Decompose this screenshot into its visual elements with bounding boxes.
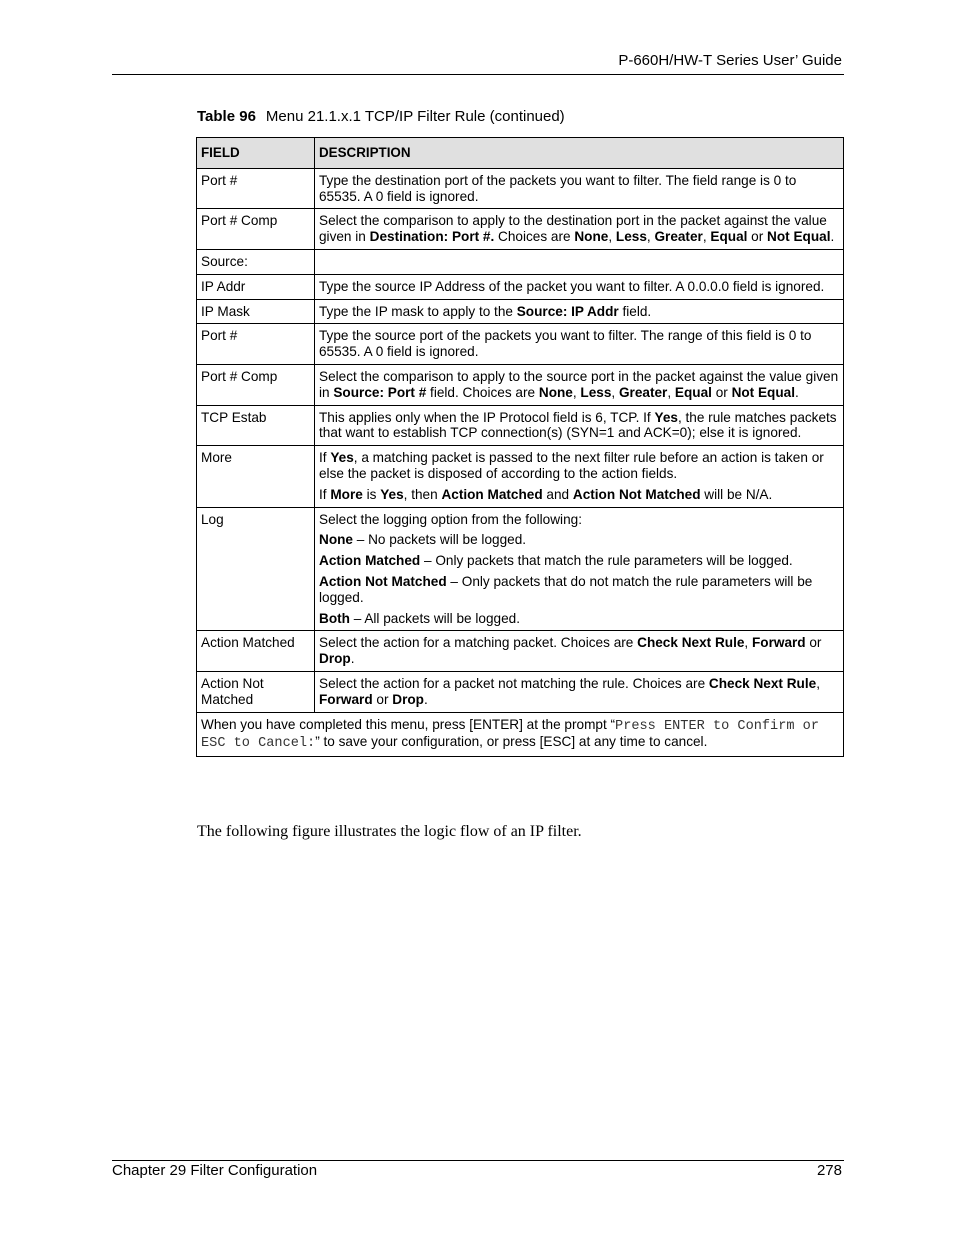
running-header: P-660H/HW-T Series User’ Guide (618, 52, 842, 69)
field-cell: Source: (197, 249, 315, 274)
description-text: , (744, 635, 752, 651)
description-paragraph (319, 532, 839, 548)
bold-term: Less (615, 229, 647, 245)
description-cell (315, 274, 844, 299)
field-cell: Port # (197, 324, 315, 365)
bold-term: Check Next Rule (708, 675, 817, 691)
bold-term: Source: Port # (333, 384, 427, 400)
description-text: Type the destination port of the packets you want to filter. The field range is 0 to 65535. A 0 field is ignored. (319, 172, 797, 204)
bold-term: None (574, 229, 609, 245)
table-row (197, 405, 844, 446)
description-cell (315, 324, 844, 365)
description-paragraph (319, 553, 839, 569)
description-text: or (372, 691, 393, 707)
description-text: or (711, 384, 732, 400)
note-text: When you have completed this menu, press [ENTER] at the prompt “ (201, 716, 616, 732)
description-cell (315, 209, 844, 250)
description-paragraph: Select the logging option from the following: (319, 511, 582, 527)
field-cell: Action Matched (197, 631, 315, 672)
description-paragraph (319, 574, 839, 606)
description-text: . (423, 691, 428, 707)
description-text: . (795, 384, 799, 400)
field-cell: IP Mask (197, 299, 315, 324)
description-text: , the rule matches packets that want to establish TCP connection(s) (SYN=1 and ACK=0); else it is ignored. (319, 409, 837, 441)
bold-term: Action Matched (319, 553, 421, 569)
description-text: Select the action for a matching packet. Choices are (319, 635, 638, 651)
footer-chapter: Chapter 29 Filter Configuration (112, 1162, 318, 1179)
footer-rule (112, 1160, 844, 1161)
description-text: , (702, 229, 711, 245)
table-footer-row (197, 712, 844, 757)
description-paragraph (319, 487, 839, 503)
description-text: , (667, 384, 675, 400)
description-text: , (572, 384, 581, 400)
bold-term: Action Not Matched (319, 573, 447, 589)
description-text: field. (618, 303, 652, 319)
table-row (197, 324, 844, 365)
description-text: If (319, 486, 331, 502)
note-text: ” to save your configuration, or press [ESC] at any time to cancel. (315, 734, 708, 750)
description-text: . (350, 651, 355, 667)
bold-term: Drop (392, 691, 424, 707)
table-caption (197, 108, 565, 125)
column-header-description: DESCRIPTION (315, 138, 844, 169)
description-text: Select the comparison to apply to the source port in the packet against the value given in (319, 368, 839, 400)
table-header-row (197, 138, 844, 169)
description-text: – No packets will be logged. (352, 532, 527, 548)
table-footer-note (197, 712, 844, 757)
table-row (197, 631, 844, 672)
description-cell (315, 249, 844, 274)
description-text: , a matching packet is passed to the next filter rule before an action is taken or else the packet is disposed of according to the action fields. (319, 450, 824, 481)
bold-term: Not Equal (767, 229, 831, 245)
field-cell: TCP Estab (197, 405, 315, 446)
description-text: Select the comparison to apply to the destination port in the packet against the value given in (319, 213, 827, 245)
table-title: Menu 21.1.x.1 TCP/IP Filter Rule (continued) (265, 108, 565, 125)
bold-term: None (319, 532, 353, 548)
table-row (197, 209, 844, 250)
table-row (197, 299, 844, 324)
bold-term: Greater (618, 384, 668, 400)
description-text: Type the source IP Address of the packet you want to filter. A 0.0.0.0 field is ignored. (319, 278, 825, 294)
description-text: will be N/A. (700, 486, 773, 502)
table-row (197, 507, 844, 631)
table-row (197, 168, 844, 209)
bold-term: Yes (330, 450, 354, 466)
description-cell (315, 507, 844, 631)
field-cell: More (197, 446, 315, 507)
bold-term: Forward (319, 691, 373, 707)
bold-term: Forward (751, 635, 806, 651)
field-cell: Log (197, 507, 315, 631)
description-text: or (747, 229, 768, 245)
bold-term: Check Next Rule (637, 635, 745, 651)
description-cell (315, 631, 844, 672)
bold-term: Both (319, 610, 350, 626)
description-cell (315, 405, 844, 446)
field-cell: Port # (197, 168, 315, 209)
description-cell (315, 671, 844, 712)
field-cell: Port # Comp (197, 209, 315, 250)
field-cell: Action Not Matched (197, 671, 315, 712)
table-row (197, 671, 844, 712)
description-text: and (542, 486, 573, 502)
bold-term: Less (580, 384, 612, 400)
page-number: 278 (816, 1162, 842, 1179)
bold-term: Source: IP Addr (516, 303, 619, 319)
bold-term: Equal (674, 384, 712, 400)
description-cell (315, 364, 844, 405)
table-row (197, 446, 844, 507)
description-paragraph (319, 450, 839, 482)
description-cell (315, 168, 844, 209)
field-cell: IP Addr (197, 274, 315, 299)
bold-term: Greater (654, 229, 703, 245)
description-text: Type the IP mask to apply to the (319, 303, 517, 319)
description-text: field. Choices are (426, 384, 539, 400)
table-row (197, 249, 844, 274)
field-cell: Port # Comp (197, 364, 315, 405)
description-text: – All packets will be logged. (349, 610, 520, 626)
description-text: , (816, 675, 820, 691)
table-number: Table 96 (197, 108, 256, 125)
description-text: is (362, 486, 381, 502)
bold-term: Yes (380, 486, 404, 502)
description-text: If (319, 450, 331, 466)
bold-term: Not Equal (731, 384, 795, 400)
bold-term: More (330, 486, 363, 502)
prompt-text: Press ENTER to Confirm or ESC to Cancel: (201, 718, 819, 752)
bold-term: Destination: Port #. (369, 229, 495, 245)
header-rule (112, 74, 844, 75)
column-header-field: FIELD (197, 138, 315, 169)
description-text: , then (403, 486, 442, 502)
bold-term: Equal (710, 229, 748, 245)
bold-term: Action Matched (441, 486, 543, 502)
description-cell (315, 446, 844, 507)
bold-term: Drop (319, 651, 351, 667)
description-text: – Only packets that do not match the rule parameters will be logged. (319, 573, 813, 605)
description-text: , (611, 384, 619, 400)
description-text: or (805, 635, 822, 651)
description-text: Choices are (494, 229, 575, 245)
description-text: – Only packets that match the rule parameters will be logged. (420, 553, 793, 569)
description-text: Type the source port of the packets you want to filter. The range of this field is 0 to 65535. A 0 field is ignored. (319, 328, 812, 360)
body-paragraph: The following figure illustrates the logic flow of an IP filter. (197, 823, 582, 840)
table-row (197, 364, 844, 405)
description-cell (315, 299, 844, 324)
description-text: . (830, 229, 835, 245)
table-row (197, 274, 844, 299)
description-text: , (608, 229, 616, 245)
field-description-table (196, 137, 844, 757)
description-text: , (646, 229, 655, 245)
bold-term: None (538, 384, 573, 400)
description-text: Select the action for a packet not matching the rule. Choices are (319, 675, 709, 691)
description-paragraph (319, 611, 839, 627)
description-text: This applies only when the IP Protocol field is 6, TCP. If (319, 409, 655, 425)
bold-term: Action Not Matched (572, 486, 701, 502)
bold-term: Yes (654, 409, 678, 425)
